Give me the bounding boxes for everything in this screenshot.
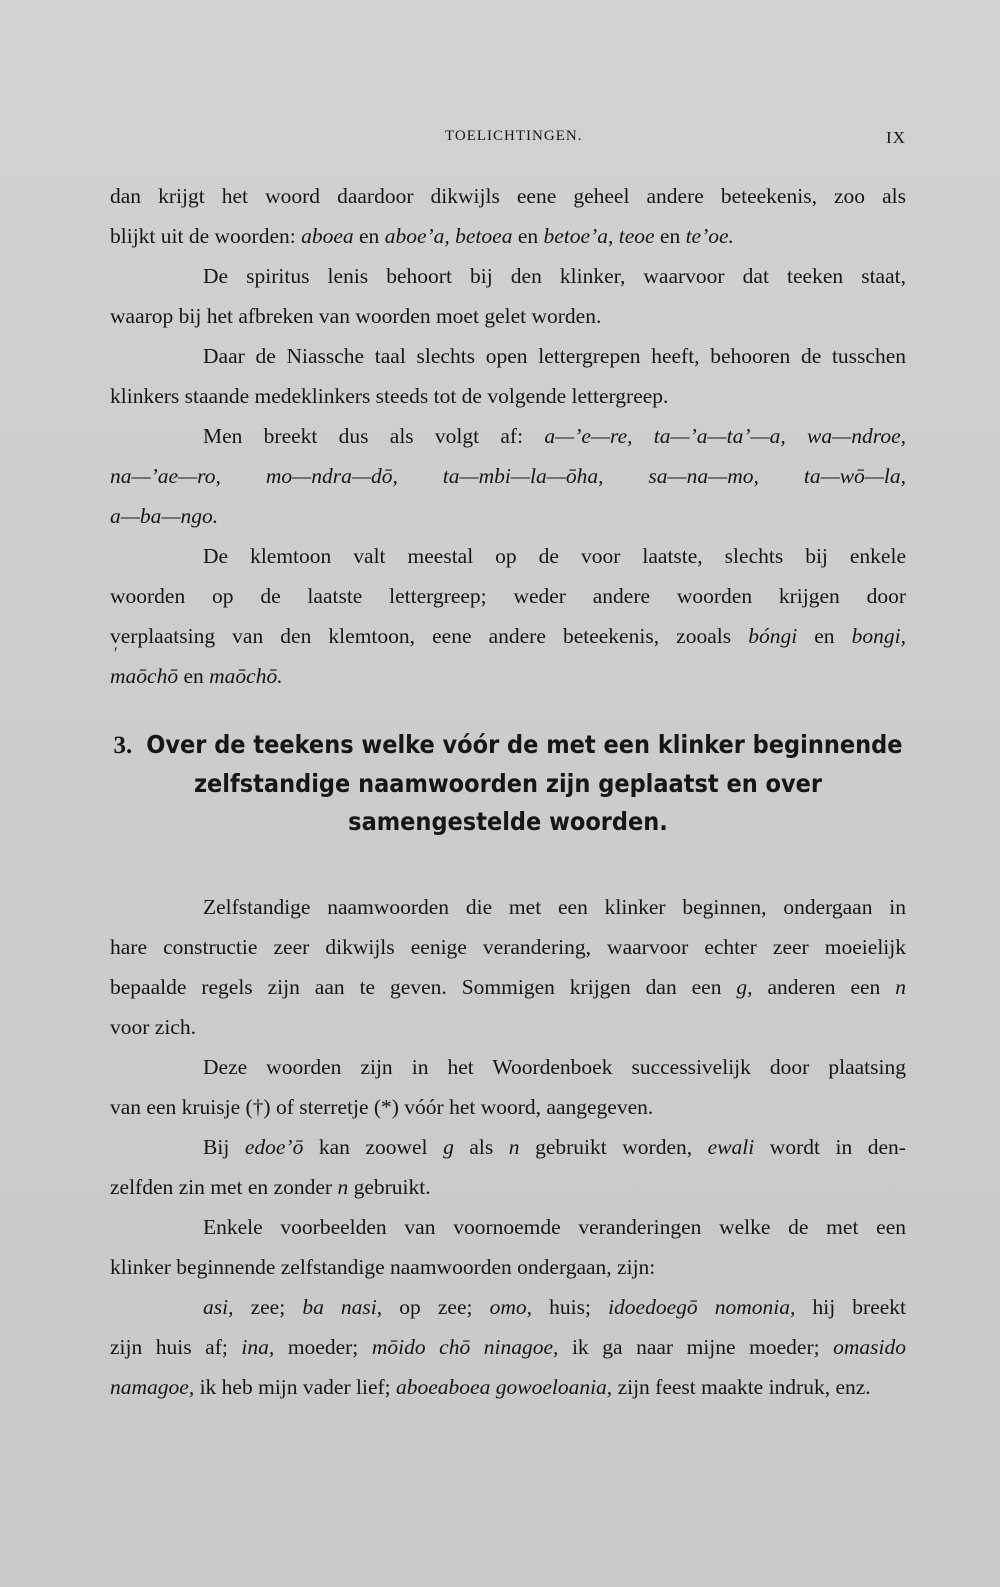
paragraph-line: De spiritus lenis behoort bij den klinker, waarvoor dat teeken staat,: [203, 264, 906, 288]
text-run: zijn feest maakte indruk, enz.: [612, 1375, 871, 1399]
paragraph-line: [110, 1127, 906, 1167]
example-word: ina,: [241, 1335, 275, 1359]
example-word: asi,: [203, 1295, 234, 1319]
example-word: bongi,: [851, 624, 907, 648]
paragraph-line: [110, 656, 906, 696]
example-word: mo—ndra—dō,: [265, 464, 398, 488]
paragraph-line: [110, 1367, 906, 1407]
text-run: huis;: [532, 1295, 609, 1319]
paragraph-line: De klemtoon valt meestal op de voor laatste, slechts bij enkele: [203, 544, 906, 568]
paragraph-line: van een kruisje (†) of sterretje (*) vóór het woord, aangegeven.: [110, 1095, 654, 1119]
example-word: ewali: [707, 1135, 755, 1159]
paragraph-line: Enkele voorbeelden van voornoemde veranderingen welke de met een: [203, 1215, 906, 1239]
example-word: n: [895, 975, 907, 999]
text-run: anderen een: [752, 975, 896, 999]
paragraph-line: [110, 1327, 906, 1367]
text-run: Men breekt dus als volgt af:: [203, 424, 545, 448]
text-run: wordt in den-: [754, 1135, 906, 1159]
example-word: aboeaboea gowoeloania,: [396, 1375, 613, 1399]
example-word: edoe’ō: [244, 1135, 304, 1159]
paragraph-line: klinkers staande medeklinkers steeds tot de volgende lettergreep.: [110, 384, 669, 408]
example-word: wa—ndroe,: [807, 424, 906, 448]
text-run: en: [512, 224, 544, 248]
example-word: mōido chō ninagoe,: [371, 1335, 559, 1359]
paragraph-line: [110, 1167, 906, 1207]
example-word: a—’e—re,: [544, 424, 633, 448]
paragraph-line: Zelfstandige naamwoorden die met een klinker beginnen, ondergaan in: [203, 895, 906, 919]
page-number: IX: [886, 128, 906, 147]
paragraph-line: [110, 216, 906, 256]
paragraph-line: klinker beginnende zelfstandige naamwoorden ondergaan, zijn:: [110, 1255, 656, 1279]
example-word: teoe: [618, 224, 655, 248]
paragraph-line: woorden op de laatste lettergreep; weder andere woorden krijgen door: [110, 584, 906, 608]
text-run: blijkt uit de woorden:: [110, 224, 302, 248]
heading-line: [110, 726, 906, 765]
example-word: omo,: [489, 1295, 533, 1319]
example-word: g,: [736, 975, 753, 999]
text-run: verplaatsing van den klemtoon, eene andere beteekenis, zooals: [110, 624, 749, 648]
paragraph-line: voor zich.: [110, 1015, 196, 1039]
text-run: en: [353, 224, 385, 248]
paragraph-line: [110, 616, 906, 656]
text-run: en: [797, 624, 852, 648]
section-number: 3.: [113, 732, 133, 759]
example-word: sa—na—mo,: [648, 464, 759, 488]
example-word: na—’ae—ro,: [110, 464, 221, 488]
example-word: betoe’a,: [543, 224, 614, 248]
example-word: aboea: [301, 224, 354, 248]
heading-text: Over de teekens welke vóór de met een klinker beginnende: [146, 730, 903, 759]
paragraph-line: Deze woorden zijn in het Woordenboek successivelijk door plaatsing: [203, 1055, 906, 1079]
paragraph-line: Daar de Niassche taal slechts open lettergrepen heeft, behooren de tusschen: [203, 344, 906, 368]
example-word: ta—wō—la,: [803, 464, 907, 488]
example-word: omasido: [833, 1335, 906, 1359]
text-run: ik heb mijn vader lief;: [194, 1375, 397, 1399]
text-run: gebruikt worden,: [519, 1135, 708, 1159]
running-head: TOELICHTINGEN.: [445, 128, 583, 144]
example-word: te’oe.: [685, 224, 734, 248]
paragraph-line: [110, 496, 906, 536]
text-run: Bij: [203, 1135, 245, 1159]
example-word: bóngi: [748, 624, 798, 648]
text-run: hij breekt: [795, 1295, 907, 1319]
paragraph-line: [110, 416, 906, 456]
heading-line: samengestelde woorden.: [348, 807, 668, 836]
example-word: n: [508, 1135, 520, 1159]
example-word: namagoe,: [110, 1375, 195, 1399]
example-word: ta—’a—ta’—a,: [653, 424, 786, 448]
section-heading: [110, 726, 906, 841]
paragraph-line: hare constructie zeer dikwijls eenige verandering, waarvoor echter zeer moeielijk: [110, 935, 906, 959]
example-word: aboe’a,: [384, 224, 450, 248]
example-word: ′ maōchō: [110, 656, 178, 696]
example-word: betoea: [455, 224, 513, 248]
text-run: ik ga naar mijne moeder;: [558, 1335, 834, 1359]
text-run: en: [178, 664, 210, 688]
example-word: idoedoegō nomonia,: [608, 1295, 796, 1319]
example-word: maōchō.: [209, 664, 283, 688]
paragraph-line: dan krijgt het woord daardoor dikwijls eene geheel andere beteekenis, zoo als: [110, 184, 906, 208]
text-run: zelfden zin met en zonder: [110, 1175, 338, 1199]
text-run: kan zoowel: [303, 1135, 444, 1159]
text-run: zijn huis af;: [110, 1335, 242, 1359]
paragraph-line: [110, 1287, 906, 1327]
example-word: ta—mbi—la—ōha,: [442, 464, 604, 488]
text-run: gebruikt.: [348, 1175, 431, 1199]
example-word: a—ba—ngo.: [110, 504, 219, 528]
text-run: als: [453, 1135, 509, 1159]
example-word: ba nasi,: [302, 1295, 383, 1319]
body-text: [110, 176, 906, 1407]
text-run: op zee;: [382, 1295, 490, 1319]
text-run: bepaalde regels zijn aan te geven. Sommigen krijgen dan een: [110, 975, 737, 999]
example-word: n: [337, 1175, 349, 1199]
paragraph-line: waarop bij het afbreken van woorden moet gelet worden.: [110, 304, 602, 328]
paragraph-line: [110, 456, 906, 496]
text-run: moeder;: [274, 1335, 372, 1359]
heading-line: zelfstandige naamwoorden zijn geplaatst en over: [193, 769, 823, 798]
spacer: [110, 841, 906, 887]
example-word: g: [443, 1135, 454, 1159]
text-run: zee;: [233, 1295, 303, 1319]
paragraph-line: [110, 967, 906, 1007]
text-run: en: [654, 224, 686, 248]
